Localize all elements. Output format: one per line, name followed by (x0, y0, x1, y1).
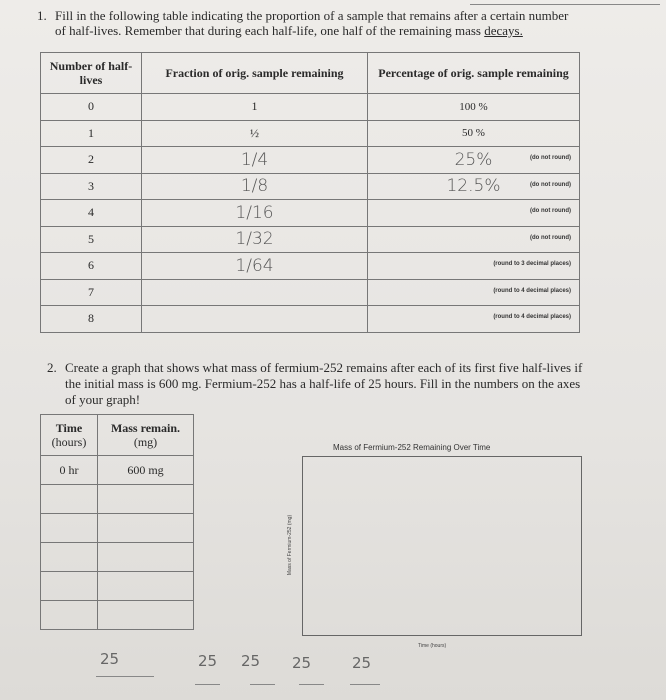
half-life-count: 0 (41, 94, 142, 121)
half-life-count: 3 (41, 173, 142, 200)
half-life-count: 4 (41, 200, 142, 227)
question-2-number: 2. (47, 360, 57, 375)
header-time-unit: (hours) (51, 435, 87, 449)
time-cell[interactable]: 0 hr (41, 456, 98, 485)
table-row (41, 120, 580, 147)
percent-cell[interactable] (368, 94, 580, 121)
header-time (41, 415, 98, 456)
half-life-count: 1 (41, 120, 142, 147)
rounding-note: (do not round) (530, 208, 571, 214)
half-life-count: 5 (41, 226, 142, 253)
table-row (41, 94, 580, 121)
fraction-cell[interactable] (142, 173, 368, 200)
handwritten-fraction: 1/16 (235, 202, 274, 223)
handwritten-fraction: 1/64 (235, 255, 274, 276)
handwritten-percent: 25% (454, 149, 493, 170)
table-row (41, 485, 194, 514)
time-cell[interactable] (41, 601, 98, 630)
time-cell[interactable] (41, 485, 98, 514)
mass-time-table (40, 414, 194, 630)
rounding-note: (round to 3 decimal places) (493, 261, 571, 267)
fraction-cell[interactable] (142, 226, 368, 253)
header-percentage-remaining: Percentage of orig. sample remaining (368, 53, 580, 94)
half-life-count: 7 (41, 279, 142, 306)
table-row (41, 572, 194, 601)
half-life-table (40, 52, 580, 333)
graph-x-axis-label: Time (hours) (418, 643, 447, 649)
handwritten-x-tick: 25 (292, 654, 312, 672)
answer-underline (350, 684, 380, 685)
table-row (41, 173, 580, 200)
time-cell[interactable] (41, 543, 98, 572)
graph-y-axis-label: Mass of Fermium-252 (mg) (287, 514, 293, 576)
fraction-cell[interactable] (142, 200, 368, 227)
handwritten-fraction: 1/32 (235, 229, 274, 250)
rounding-note: (round to 4 decimal places) (493, 287, 571, 294)
table-row (41, 456, 194, 485)
handwritten-x-tick: 25 (241, 652, 261, 670)
handwritten-fraction: 1/4 (240, 149, 269, 170)
mass-cell[interactable] (98, 572, 194, 601)
answer-underline (250, 684, 275, 685)
answer-underline (299, 684, 324, 685)
question-2-text: Create a graph that shows what mass of fermium-252 remains after each of its first five half-lives if the initial mass is 600 mg. Fermium-252 has a half-life of 25 hours. Fill in the numbers on the axes of your graph! (65, 360, 583, 407)
question-1-number: 1. (37, 8, 47, 23)
mass-cell[interactable] (98, 485, 194, 514)
table-row (41, 279, 580, 306)
half-life-count: 2 (41, 147, 142, 174)
fraction-cell[interactable] (142, 306, 368, 333)
table-row (41, 200, 580, 227)
graph-plot-area[interactable] (302, 456, 582, 636)
percent-cell[interactable] (368, 253, 580, 280)
header-rule (470, 4, 660, 5)
time-cell[interactable] (41, 514, 98, 543)
fraction-cell[interactable] (142, 147, 368, 174)
fraction-value: ½ (250, 125, 259, 140)
header-mass-label: Mass remain. (110, 421, 181, 435)
header-mass-unit: (mg) (133, 435, 158, 449)
percent-cell[interactable] (368, 147, 580, 174)
fraction-cell[interactable] (142, 120, 368, 147)
rounding-note: (do not round) (530, 234, 571, 241)
table-row (41, 306, 580, 333)
mass-cell[interactable] (98, 543, 194, 572)
graph-title: Mass of Fermium-252 Remaining Over Time (333, 443, 491, 452)
fraction-cell[interactable] (142, 253, 368, 280)
header-number-of-half-lives: Number of half-lives (41, 53, 142, 94)
mass-cell[interactable]: 600 mg (98, 456, 194, 485)
time-cell[interactable] (41, 572, 98, 601)
percent-value: 50 % (462, 127, 485, 140)
table-row (41, 514, 194, 543)
mass-time-table-header (41, 415, 194, 456)
rounding-note: (round to 4 decimal places) (493, 314, 571, 320)
header-fraction-remaining: Fraction of orig. sample remaining (142, 53, 368, 94)
header-time-label: Time (55, 421, 83, 435)
half-life-count: 8 (41, 306, 142, 333)
fraction-cell[interactable] (142, 279, 368, 306)
handwritten-x-tick: 25 (100, 650, 120, 668)
percent-cell[interactable] (368, 200, 580, 227)
handwritten-x-tick: 25 (352, 654, 372, 672)
half-life-count: 6 (41, 253, 142, 280)
question-1 (37, 8, 575, 38)
fraction-value: 1 (251, 99, 258, 114)
mass-cell[interactable] (98, 601, 194, 630)
percent-cell[interactable] (368, 306, 580, 333)
percent-cell[interactable] (368, 279, 580, 306)
fraction-cell[interactable] (142, 94, 368, 121)
table-row (41, 147, 580, 174)
table-row (41, 543, 194, 572)
table-row (41, 253, 580, 280)
table-row (41, 226, 580, 253)
header-mass (98, 415, 194, 456)
percent-value: 100 % (459, 100, 488, 113)
rounding-note: (do not round) (530, 181, 571, 188)
mass-cell[interactable] (98, 514, 194, 543)
handwritten-percent: 12.5% (446, 176, 501, 197)
percent-cell[interactable] (368, 120, 580, 147)
percent-cell[interactable] (368, 173, 580, 200)
answer-underline (195, 684, 220, 685)
question-1-text: Fill in the following table indicating the proportion of a sample that remains after a certain number of half-lives. Remember that during each half-life, one half of the remaining mass (55, 8, 569, 38)
rounding-note: (do not round) (530, 155, 571, 161)
handwritten-x-tick: 25 (198, 652, 218, 670)
handwritten-fraction: 1/8 (240, 176, 269, 197)
percent-cell[interactable] (368, 226, 580, 253)
answer-underline (96, 676, 154, 677)
question-1-text-end: decays. (484, 23, 523, 38)
question-2 (47, 360, 585, 408)
table-row (41, 601, 194, 630)
half-life-table-header (41, 53, 580, 94)
